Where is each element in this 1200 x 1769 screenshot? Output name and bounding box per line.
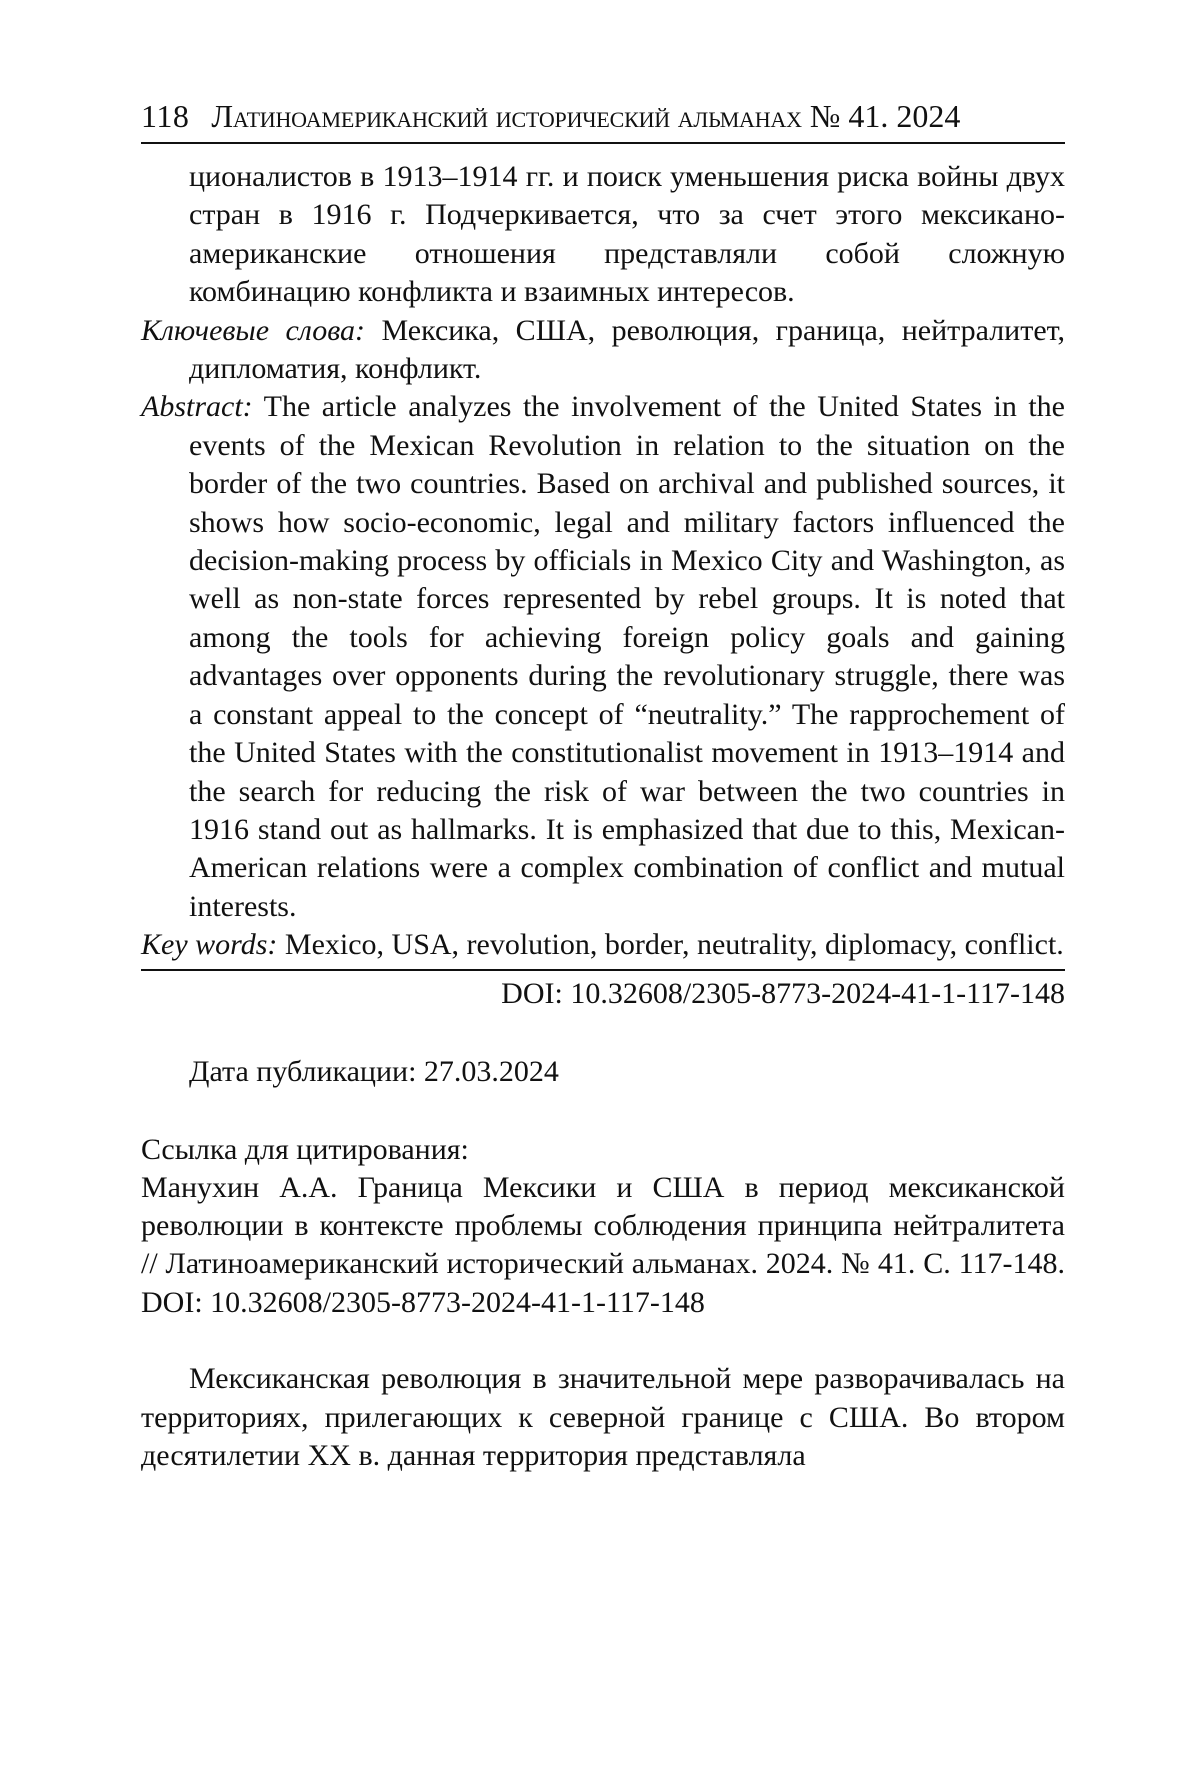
citation-text: Манухин А.А. Граница Мексики и США в период мексиканской революции в контексте проблемы соблюдения принципа нейтралитета // Латиноамериканский исторический альманах. 2024. № 41. С. 117-148. DOI: 10.32608/2305-8773-2024-41-1-117-148 — [141, 1170, 1065, 1319]
citation-label: Ссылка для цитирования: — [141, 1132, 469, 1166]
journal-name: Латиноамериканский исторический альманах — [211, 98, 802, 134]
en-keywords-text: Mexico, USA, revolution, border, neutrality, diplomacy, conflict. — [284, 928, 1064, 962]
page — [141, 98, 1065, 1475]
header-rule — [141, 142, 1065, 144]
doi-rule — [141, 969, 1065, 971]
doi: DOI: 10.32608/2305-8773-2024-41-1-117-148 — [501, 976, 1065, 1010]
page-number: 118 — [141, 98, 190, 134]
ru-keywords-label: Ключевые слова: — [141, 313, 366, 347]
publication-date: Дата публикации: 27.03.2024 — [189, 1054, 559, 1088]
ru-abstract-continuation: ционалистов в 1913–1914 гг. и поиск уменьшения риска войны двух стран в 1916 г. Подчеркивается, что за счет этого мексикано-американские отношения представляли собой сложную комбинацию конфликта и взаимных интересов. — [189, 160, 1065, 309]
en-keywords-label: Key words: — [141, 928, 278, 962]
en-keywords — [141, 926, 1065, 964]
running-head — [141, 98, 1065, 142]
ru-keywords-text: Мексика, США, революция, граница, нейтралитет, дипломатия, конфликт. — [189, 313, 1066, 386]
abstract-section — [141, 158, 1065, 965]
article-body-paragraph: Мексиканская революция в значительной мере разворачивалась на территориях, прилегающих к северной границе с США. Во втором десятилетии XX в. данная территория представляла — [141, 1362, 1065, 1472]
en-abstract-text: The article analyzes the involvement of the United States in the events of the Mexican Revolution in relation to the situation on the border of the two countries. Based on archival and published sources, it shows how socio-economic, legal and military factors influenced the decision-making process by officials in Mexico City and Washington, as well as non-state forces represented by rebel groups. It is noted that among the tools for achieving foreign policy goals and gaining advantages over opponents during the revolutionary struggle, there was a constant appeal to the concept of “neutrality.” The rapprochement of the United States with the constitutionalist movement in 1913–1914 and the search for reducing the risk of war between the two countries in 1916 stand out as hallmarks. It is emphasized that due to this, Mexican-American relations were a complex combination of conflict and mutual interests. — [189, 390, 1065, 923]
en-abstract — [141, 388, 1065, 926]
journal-issue: № 41. 2024 — [809, 98, 961, 134]
en-abstract-label: Abstract: — [141, 390, 253, 424]
ru-keywords — [141, 312, 1065, 389]
